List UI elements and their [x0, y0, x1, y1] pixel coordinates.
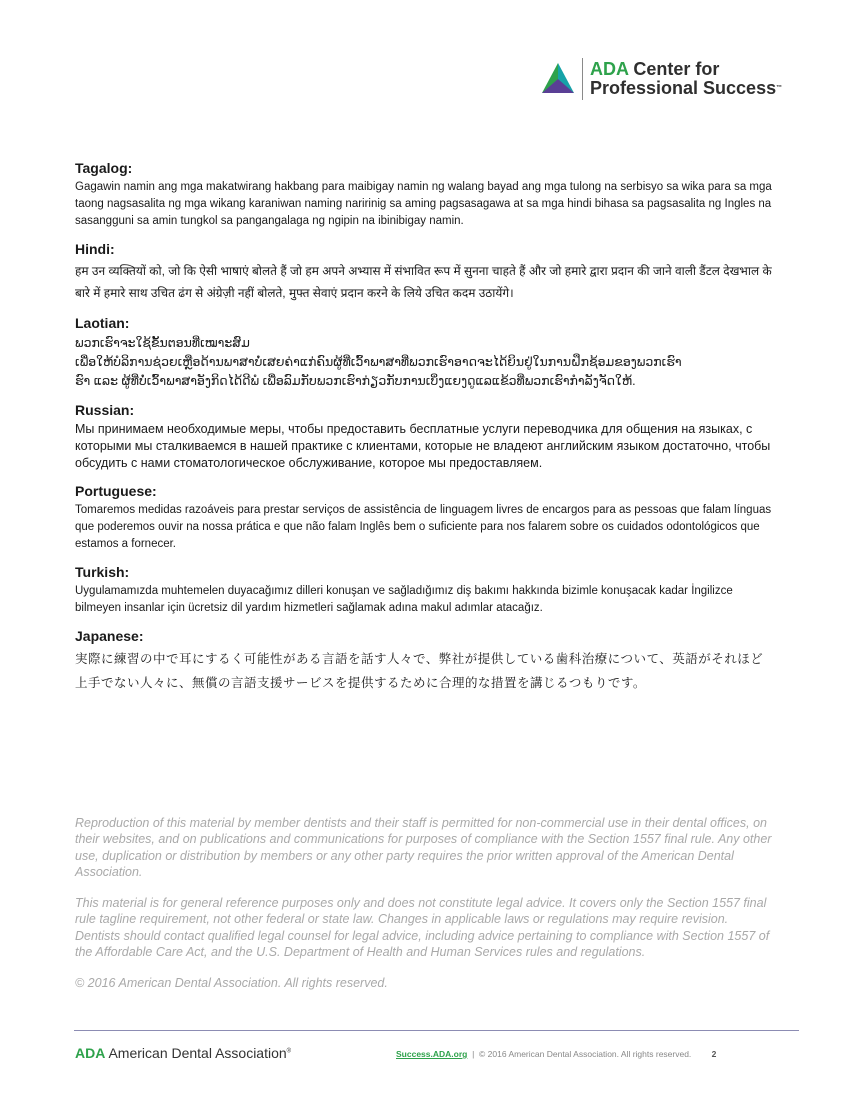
- footer-copyright: © 2016 American Dental Association. All rights reserved.: [479, 1049, 692, 1059]
- section-japanese: [75, 628, 775, 695]
- taglines-content: [75, 160, 775, 706]
- section-portuguese: [75, 483, 775, 553]
- body-laotian-line-3: ຮົາ ແລະ ຜູ້ທີ່ບໍ່ເວົ້າພາສາອັງກິດໄດ້ດີພໍ ເພື່ອລົມກັບພວກເຮົາກ່ຽວກັບການເບິ່ງແຍງດູແລແຂ້ວທີ່ພວກເຮົາກຳລັງຈັດໃຫ້.: [75, 374, 636, 388]
- footer-divider: [74, 1030, 799, 1031]
- body-portuguese: Tomaremos medidas razoáveis para prestar serviços de assistência de linguagem livres de encargos para as pessoas que falam línguas que poderemos ouvir na nossa prática e que não falam Inglês bem o suficiente para nos falarem sobre os cuidados odontológicos que estamos a fornecer.: [75, 504, 772, 550]
- disclaimer-reproduction: Reproduction of this material by member dentists and their staff is permitted for non-commercial use in their dental offices, on their websites, and on publications and communications for purposes of compliance with the Section 1557 final rule. Any other use, duplication or distribution by members or any other party requires the prior written approval of the American Dental Association.: [75, 816, 772, 879]
- ada-triangle-logo-icon: [540, 61, 576, 97]
- body-japanese: 実際に練習の中で耳にするく可能性がある言語を話す人々で、弊社が提供している歯科治療について、英語がそれほど上手でない人々に、無償の言語支援サービスを提供するために合理的な措置を講じるつもりです。: [75, 652, 764, 690]
- footer-org-name: American Dental Association: [108, 1045, 287, 1061]
- footer-ada-logo: ADA American Dental Association®: [75, 1045, 292, 1061]
- footer-info: Success.ADA.org | © 2016 American Dental Association. All rights reserved. 2: [396, 1049, 717, 1059]
- footer-ada-mark: ADA: [75, 1045, 106, 1061]
- heading-japanese: Japanese:: [75, 628, 144, 644]
- heading-hindi: Hindi:: [75, 241, 115, 257]
- section-turkish: [75, 564, 775, 617]
- disclaimer-legal: This material is for general reference purposes only and does not constitute legal advice. It covers only the Section 1557 final rule tagline requirement, not other federal or state law. Changes in applicable laws or regulations may require revision. Dentists should contact qualified legal counsel for legal advice, including advice pertaining to compliance with Section 1557 of the Affordable Care Act, and the U.S. Department of Health and Human Services rules and regulations.: [75, 896, 770, 960]
- body-hindi: हम उन व्यक्तियों को, जो कि ऐसी भाषाएं बोलते हैं जो हम अपने अभ्यास में संभावित रूप में सुनना चाहते हैं और जो हमारे द्वारा प्रदान की जाने वाली डैंटल देखभाल के बारे में हमारे साथ उचित ढंग से अंग्रेज़ी नहीं बोलते, मुफ्त सेवाएं प्रदान करने के लिये उचित कदम उठायेंगे।: [75, 264, 772, 300]
- disclaimer-copyright: © 2016 American Dental Association. All rights reserved.: [75, 976, 388, 991]
- heading-turkish: Turkish:: [75, 564, 130, 580]
- logo-divider: [582, 58, 583, 100]
- heading-portuguese: Portuguese:: [75, 483, 157, 499]
- heading-tagalog: Tagalog:: [75, 160, 133, 176]
- disclaimer: [75, 815, 775, 1007]
- heading-laotian: Laotian:: [75, 315, 130, 331]
- section-laotian: [75, 315, 775, 391]
- body-turkish: Uygulamamızda muhtemelen duyacağımız dilleri konuşan ve sağladığımız diş bakımı hakkında bizimle konuşacak kadar İngilizce bilmeyen insanlar için ücretsiz dil yardım hizmetleri sağlamak adına makul adımlar atacağız.: [75, 585, 733, 614]
- body-laotian-line-1: ພວກເຮົາຈະໃຊ້ຂັ້ນຕອນທີ່ເໝາະສົມ: [75, 336, 250, 350]
- footer-site-link[interactable]: Success.ADA.org: [396, 1049, 468, 1059]
- section-russian: [75, 402, 775, 472]
- page-number: 2: [711, 1049, 717, 1059]
- section-tagalog: [75, 160, 775, 230]
- ada-cps-logo: [540, 58, 782, 100]
- body-tagalog: Gagawin namin ang mga makatwirang hakbang para maibigay namin ng walang bayad ang mga tulong na serbisyo sa wika para sa mga taong nagsasalita ng mga wikang karaniwan naming naririnig sa aming pagsasagawa at sa mga hindi bihasa sa pagsasalita ng Ingles na sasangguni sa amin tungkol sa pangangalaga ng ngipin na ibinibigay namin.: [75, 181, 772, 227]
- heading-russian: Russian:: [75, 402, 135, 418]
- body-russian: Мы принимаем необходимые меры, чтобы предоставить бесплатные услуги переводчика для общения на языках, с которыми мы сталкиваемся в нашей практике с клиентами, которые не владеют английским языком достаточно, чтобы обсудить с нами стоматологическое обслуживание, которое мы предоставляем.: [75, 422, 771, 470]
- logo-text: ADA Center for Professional Success™: [590, 59, 783, 98]
- body-laotian-line-2: ເພື່ອໃຫ້ບໍລິການຊ່ວຍເຫຼືອດ້ານພາສາບໍ່ເສຍຄ່າແກ່ຄົນຜູ້ທີ່ເວົ້າພາສາທີ່ພວກເຮົາອາດຈະໄດ້ຍິນຢູ່ໃນການຝຶກຊ້ອມຂອງພວກເຮົາ: [75, 355, 682, 369]
- section-hindi: [75, 241, 775, 304]
